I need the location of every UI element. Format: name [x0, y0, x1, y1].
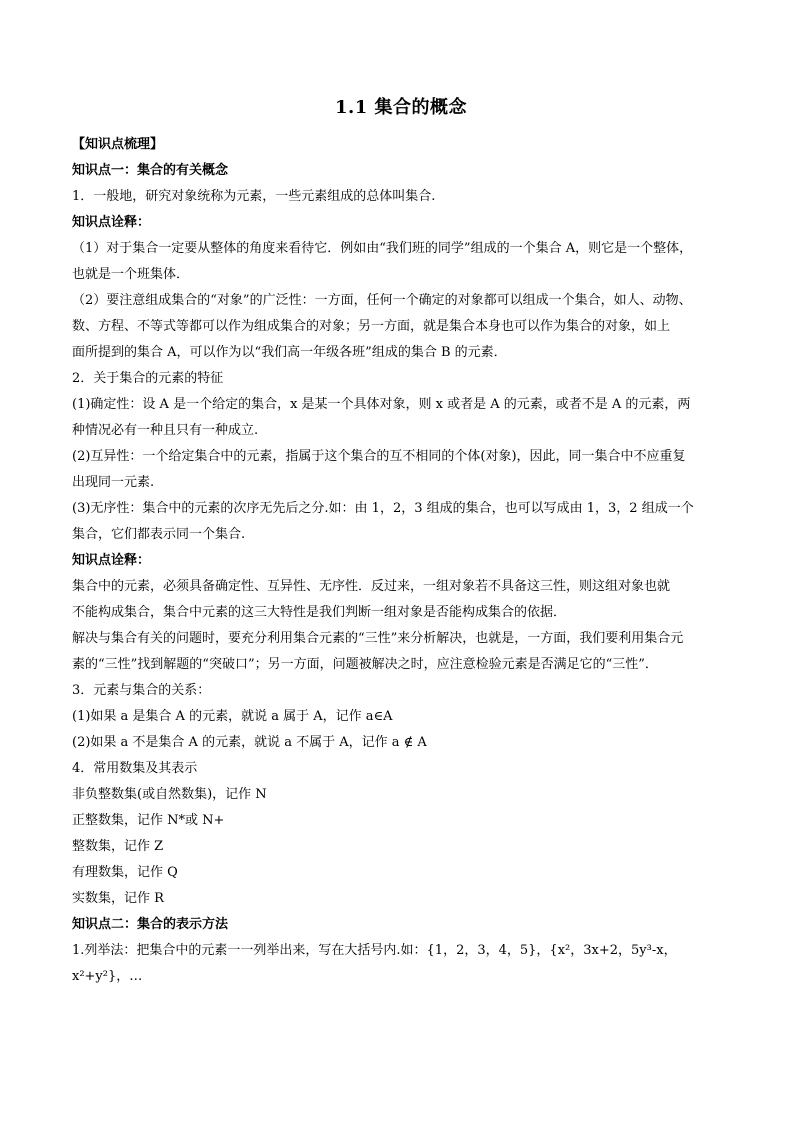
listing-method-line-2: x²+y²}，… — [72, 969, 143, 984]
section-header-knowledge-summary: 【知识点梳理】 — [72, 137, 164, 152]
note-4-line-2: 素的“三性”找到解题的“突破口”；另一方面，问题被解决之时，应注意检验元素是否满足它的“三性”． — [72, 657, 658, 672]
number-set-reals: 实数集，记作 R — [72, 891, 164, 906]
note-2-line-3: 面所提到的集合 A，可以作为以“我们高一年级各班”组成的集合 B 的元素． — [72, 345, 507, 360]
note-4-line-1: 解决与集合有关的问题时，要充分利用集合元素的“三性”来分析解决，也就是，一方面，我们要利用集合元 — [72, 631, 684, 646]
document-title: 1.1 集合的概念 — [334, 97, 468, 118]
number-set-rationals: 有理数集，记作 Q — [72, 865, 178, 880]
document-page — [72, 96, 730, 990]
feature-determinacy-line-1: (1)确定性：设 A 是一个给定的集合，x 是某一个具体对象，则 x 或者是 A 的元素，或者不是 A 的元素，两 — [72, 397, 691, 412]
definition-paragraph: 1．一般地，研究对象统称为元素，一些元素组成的总体叫集合. — [72, 189, 436, 204]
relation-not-belongs: (2)如果 a 不是集合 A 的元素，就说 a 不属于 A，记作 a ∉ A — [72, 735, 427, 750]
number-set-integers: 整数集，记作 Z — [72, 839, 164, 854]
feature-distinctness-line-1: (2)互异性：一个给定集合中的元素，指属于这个集合的互不相同的个体(对象)，因此，同一集合中不应重复 — [72, 449, 686, 464]
knowledge-point-two-heading: 知识点二：集合的表示方法 — [72, 917, 229, 932]
note-2-line-2: 数、方程、不等式等都可以作为组成集合的对象；另一方面，就是集合本身也可以作为集合的对象，如上 — [72, 319, 671, 334]
knowledge-note-heading-1: 知识点诠释： — [72, 215, 151, 230]
number-set-natural: 非负整数集(或自然数集)，记作 N — [72, 787, 267, 802]
note-3-line-2: 不能构成集合，集合中元素的这三大特性是我们判断一组对象是否能构成集合的依据． — [72, 605, 567, 620]
common-number-sets-heading: 4．常用数集及其表示 — [72, 761, 198, 776]
knowledge-point-one-heading: 知识点一：集合的有关概念 — [72, 163, 229, 178]
element-features-heading: 2．关于集合的元素的特征 — [72, 371, 224, 386]
element-set-relation-heading: 3．元素与集合的关系： — [72, 683, 211, 698]
note-1-line-2: 也就是一个班集体． — [72, 267, 190, 282]
feature-unordered-line-2: 集合，它们都表示同一个集合. — [72, 527, 246, 542]
note-2-line-1: （2）要注意组成集合的“对象”的广泛性：一方面，任何一个确定的对象都可以组成一个集合，如人、动物、 — [72, 293, 692, 308]
feature-unordered-line-1: (3)无序性：集合中的元素的次序无先后之分.如：由 1，2，3 组成的集合，也可以写成由 1，3，2 组成一个 — [72, 501, 694, 516]
feature-determinacy-line-2: 种情况必有一种且只有一种成立. — [72, 423, 259, 438]
relation-belongs: (1)如果 a 是集合 A 的元素，就说 a 属于 A，记作 a∈A — [72, 709, 393, 724]
knowledge-note-heading-2: 知识点诠释： — [72, 553, 151, 568]
feature-distinctness-line-2: 出现同一元素. — [72, 475, 155, 490]
number-set-positive-integers: 正整数集，记作 N*或 N+ — [72, 813, 225, 828]
listing-method-line-1: 1.列举法：把集合中的元素一一列举出来，写在大括号内.如：{1，2，3，4，5}，{x²，3x+2，5y³-x， — [72, 943, 677, 958]
note-1-line-1: （1）对于集合一定要从整体的角度来看待它．例如由“我们班的同学”组成的一个集合 A，则它是一个整体， — [72, 241, 693, 256]
note-3-line-1: 集合中的元素，必须具备确定性、互异性、无序性．反过来，一组对象若不具备这三性，则这组对象也就 — [72, 579, 671, 594]
